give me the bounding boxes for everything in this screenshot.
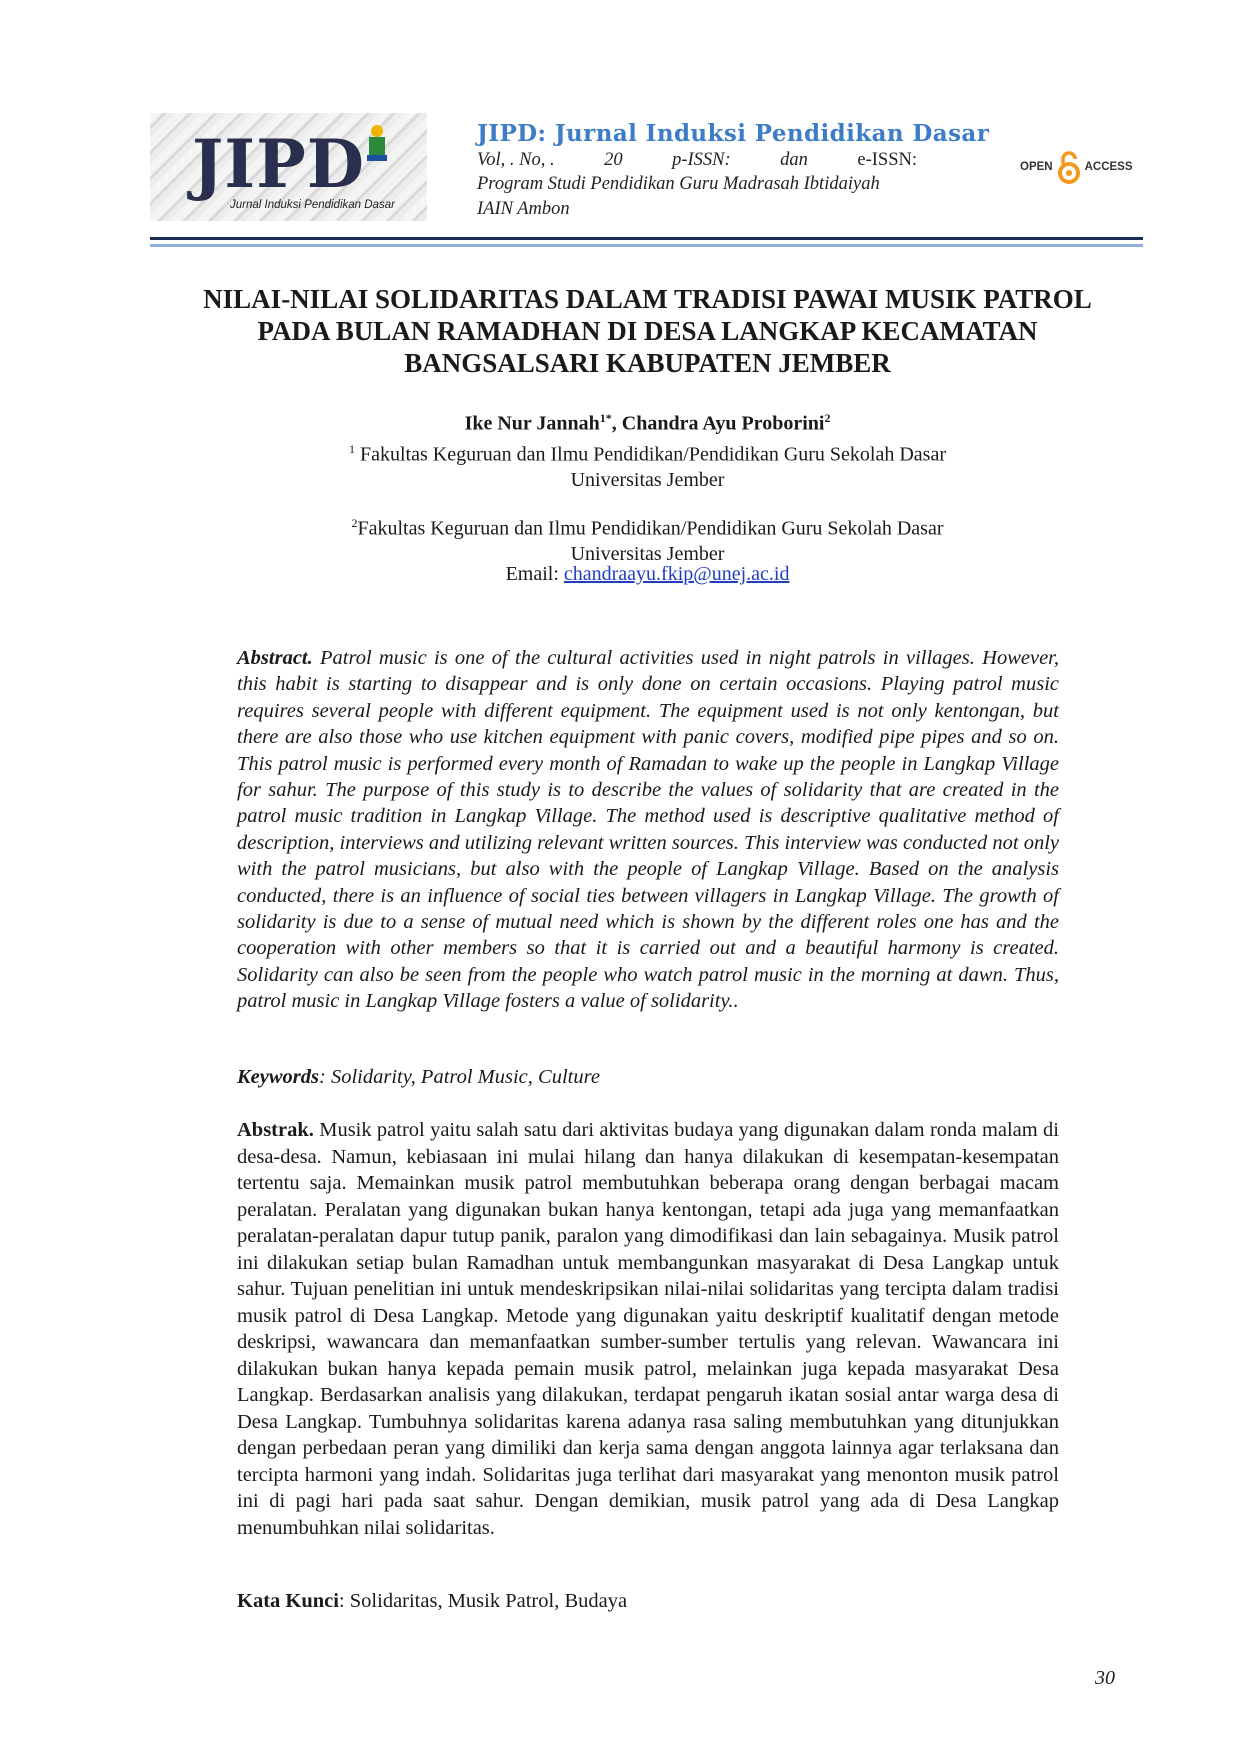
institution-name: IAIN Ambon (477, 199, 570, 219)
vol-part: dan (780, 150, 808, 170)
open-label: OPEN (1020, 161, 1053, 173)
abstrak-label: Abstrak. (237, 1119, 314, 1141)
paper-title: NILAI-NILAI SOLIDARITAS DALAM TRADISI PAWAI MUSIK PATROL PADA BULAN RAMADHAN DI DESA LANGKAP KECAMATAN BANGSALSARI KABUPATEN JEMBER (203, 284, 1092, 378)
author-name: Ike Nur Jannah (464, 412, 600, 435)
affiliation-university: Universitas Jember (570, 468, 725, 491)
affiliation-2 (180, 511, 1115, 567)
affiliation-1 (180, 437, 1115, 493)
affiliation-university: Universitas Jember (570, 542, 725, 565)
journal-logo (150, 113, 427, 221)
keywords-text: : Solidarity, Patrol Music, Culture (319, 1066, 600, 1088)
header-rule-light (150, 244, 1143, 247)
affiliation-text: Fakultas Keguruan dan Ilmu Pendidikan/Pendidikan Guru Sekolah Dasar (355, 443, 946, 466)
keywords-english (237, 1066, 600, 1089)
vol-part: Vol, . No, . (477, 150, 555, 170)
program-name: Program Studi Pendidikan Guru Madrasah Ibtidaiyah (477, 174, 880, 194)
author-line (180, 411, 1115, 436)
page-number: 30 (1095, 1667, 1115, 1689)
affiliation-sup: 1 (349, 442, 355, 456)
kata-kunci-label: Kata Kunci (237, 1590, 339, 1612)
author-sup: 1* (599, 411, 612, 425)
affiliation-sup: 2 (351, 516, 358, 530)
emblem-icon (365, 125, 389, 165)
author-separator: , (611, 412, 622, 435)
abstrak-text: Musik patrol yaitu salah satu dari aktivitas budaya yang digunakan dalam ronda malam di desa-desa. Namun, kebiasaan ini mulai hilang dan hanya dilakukan di kesempatan-kesempatan tertentu saja. Memainkan musik patrol membutuhkan beberapa orang dengan berbagai macam peralatan. Peralatan yang digunakan bukan hanya kentongan, tetapi ada juga yang memanfaatkan peralatan-peralatan dapur tutup panik, paralon yang dimodifikasi dan lain sebagainya. Musik patrol ini dilakukan setiap bulan Ramadhan untuk membangunkan masyarakat di Desa Langkap untuk sahur. Tujuan penelitian ini untuk mendeskripsikan nilai-nilai solidaritas yang tercipta dalam tradisi musik patrol di Desa Langkap. Metode yang digunakan yaitu deskriptif kualitatif dengan metode deskripsi, wawancara dan memanfaatkan sumber-sumber tertulis yang relevan. Wawancara ini dilakukan bukan hanya kepada pemain musik patrol, melainkan juga kepada masyarakat Desa Langkap. Berdasarkan analisis yang dilakukan, terdapat pengaruh ikatan sosial antar warga desa di Desa Langkap. Tumbuhnya solidaritas karena adanya rasa saling membutuhkan yang ditunjukkan dengan perbedaan peran yang dimiliki dan kerja sama dengan anggota lainnya agar terlaksana dan tercipta harmoni yang indah. Solidaritas juga terlihat dari masyarakat yang menonton musik patrol ini di pagi hari pada saat sahur. Dengan demikian, musik patrol yang ada di Desa Langkap menumbuhkan nilai solidaritas. (237, 1119, 1059, 1539)
abstract-indonesian (237, 1117, 1059, 1541)
keywords-indonesian (237, 1590, 627, 1613)
vol-part: e-ISSN: (857, 150, 917, 170)
author-sup: 2 (824, 411, 831, 425)
access-label: ACCESS (1084, 161, 1133, 173)
open-access-badge (1020, 150, 1133, 184)
journal-title: JIPD: Jurnal Induksi Pendidikan Dasar (477, 120, 990, 147)
open-access-lock-icon (1056, 150, 1082, 184)
abstract-text: Patrol music is one of the cultural activities used in night patrols in villages. However, this habit is starting to disappear and is only done on certain occasions. Playing patrol music requires several people with different equipment. The equipment used is not only kentongan, but there are also those who use kitchen equipment with panic covers, modified pipe pipes and so on. This patrol music is performed every month of Ramadan to wake up the people in Langkap Village for sahur. The purpose of this study is to describe the values of solidarity that are created in the patrol music tradition in Langkap Village. The method used is descriptive qualitative method of description, interviews and utilizing relevant written sources. This interview was conducted not only with the patrol musicians, but also with the people of Langkap Village. Based on the analysis conducted, there is an influence of social ties between villagers in Langkap Village. The growth of solidarity is due to a sense of mutual need which is shown by the different roles one has and the cooperation with other members so that it is carried out and a beautiful harmony is created. Solidarity can also be seen from the people who watch patrol music in the morning at dawn. Thus, patrol music in Langkap Village fosters a value of solidarity.. (237, 647, 1059, 1013)
kata-kunci-text: : Solidaritas, Musik Patrol, Budaya (338, 1590, 628, 1612)
logo-text: JIPD (192, 125, 365, 203)
keywords-label: Keywords (237, 1066, 319, 1088)
abstract-label: Abstract. (237, 647, 313, 669)
abstract-english (237, 645, 1059, 1015)
vol-part: p-ISSN: (672, 150, 731, 170)
email-line (180, 563, 1115, 586)
email-label: Email: (505, 563, 564, 585)
volume-issn-line (477, 150, 917, 171)
author-name: Chandra Ayu Proborini (621, 412, 825, 435)
header-rule-dark (150, 237, 1143, 240)
vol-part: 20 (604, 150, 623, 170)
affiliation-text: Fakultas Keguruan dan Ilmu Pendidikan/Pendidikan Guru Sekolah Dasar (357, 517, 944, 540)
email-link[interactable]: chandraayu.fkip@unej.ac.id (563, 563, 790, 585)
logo-subtitle: Jurnal Induksi Pendidikan Dasar (230, 199, 395, 211)
